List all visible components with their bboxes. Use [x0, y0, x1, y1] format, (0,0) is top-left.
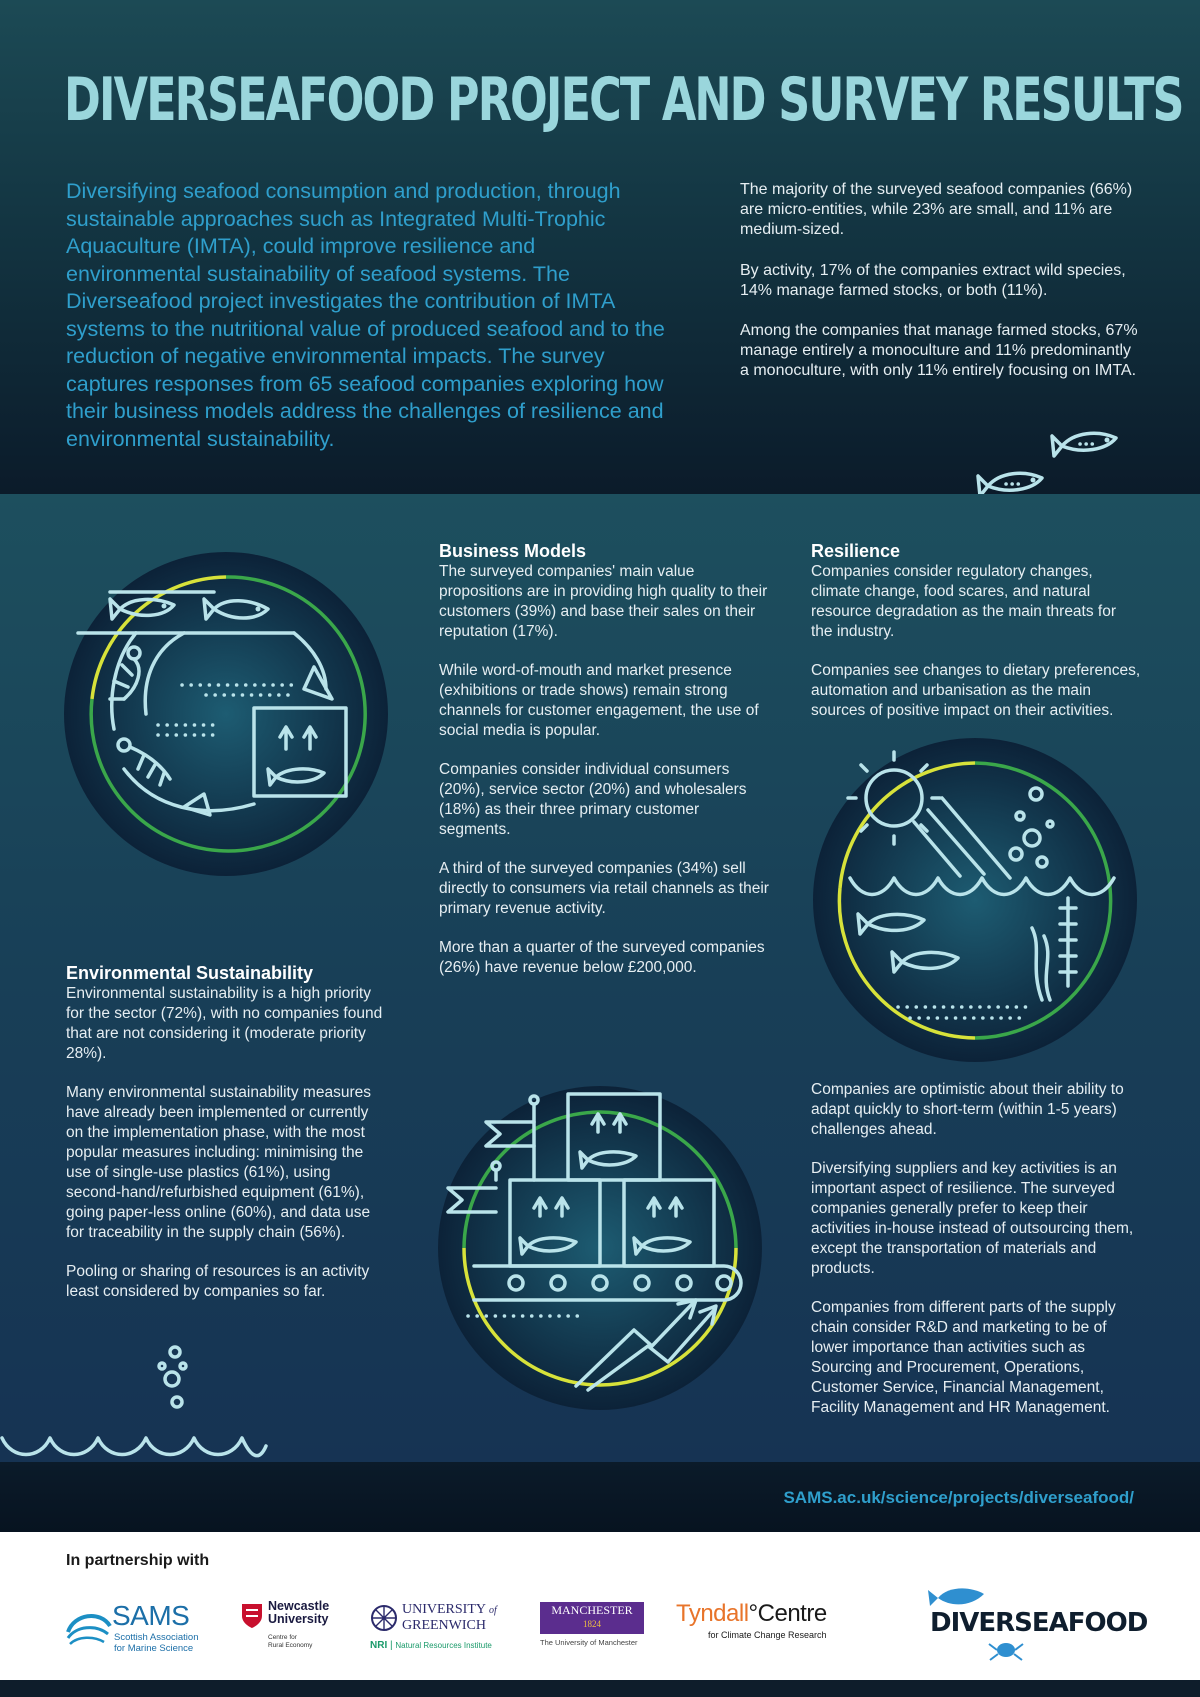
- newcastle-subtitle: Centre for Rural Economy: [268, 1634, 313, 1649]
- business-cycle-illustration: [64, 549, 394, 879]
- section-paragraph: Many environmental sustainability measures have already been implemented or currently on the implementation phase, with the most popular measures including: minimising the use of single-use plastics (61%), using second-hand/refurbished equipment (61%), going paper-less online (60%), and data use for traceability in the supply chain (56%).: [66, 1084, 371, 1241]
- section-paragraph: Companies from different parts of the supply chain consider R&D and marketing to be of lower importance than activities such as Sourcing and Procurement, Operations, Customer Service, Financial Management, Facility Management and HR Management.: [811, 1299, 1116, 1416]
- project-link[interactable]: SAMS.ac.uk/science/projects/diverseafood/: [783, 1488, 1134, 1507]
- intro-text: Diversifying seafood consumption and production, through sustainable approaches such as Integrated Multi-Trophic Aquaculture (IMTA), could improve resilience and environmental sustainability of seafood systems. The Diverseafood project investigates the contribution of IMTA systems to the nutritional value of produced seafood and to the reduction of negative environmental impacts. The survey captures responses from 65 seafood companies exploring how their business models address the challenges of resilience and environmental sustainability.: [66, 179, 665, 451]
- section-paragraph: The surveyed companies' main value propositions are in providing high quality to their customers (39%) and base their sales on their reputation (17%).: [439, 563, 768, 640]
- survey-paragraph: By activity, 17% of the companies extract wild species, 14% manage farmed stocks, or both (11%).: [740, 261, 1126, 299]
- section-heading: Environmental Sustainability: [66, 963, 314, 983]
- sams-name: SAMS: [112, 1600, 190, 1631]
- nri-label: NRI | Natural Resources Institute: [370, 1640, 492, 1651]
- bubbles-icon: [150, 1346, 200, 1416]
- greenwich-name: UNIVERSITY of GREENWICH: [402, 1602, 497, 1633]
- section-paragraph: A third of the surveyed companies (34%) sell directly to consumers via retail channels as their primary revenue activity.: [439, 860, 769, 917]
- newcastle-logo: [240, 1600, 340, 1654]
- survey-summary: [740, 180, 1140, 402]
- section-paragraph: Companies consider individual consumers (20%), service sector (20%) and wholesalers (18%) as their three primary customer segments.: [439, 761, 747, 838]
- fish-icon: [978, 473, 1042, 496]
- tyndall-centre: °Centre: [748, 1600, 827, 1627]
- tyndall-logo: [676, 1600, 836, 1652]
- manchester-logo: [540, 1602, 644, 1654]
- section-paragraph: Companies are optimistic about their ability to adapt quickly to short-term (within 1-5 years) challenges ahead.: [811, 1081, 1124, 1138]
- wave-icon: [0, 1434, 270, 1464]
- footer: [0, 1532, 1200, 1680]
- manchester-subtitle: The University of Manchester: [540, 1638, 638, 1647]
- environmental-sustainability-section: [66, 962, 386, 1321]
- resilience-section: [811, 540, 1141, 740]
- tyndall-name: Tyndall: [676, 1600, 749, 1627]
- section-heading: Resilience: [811, 541, 901, 561]
- partnership-label: In partnership with: [66, 1552, 210, 1569]
- supply-chain-illustration: [438, 1080, 768, 1410]
- crab-icon: [986, 1634, 1026, 1664]
- section-heading: Business Models: [439, 541, 587, 561]
- section-paragraph: Companies see changes to dietary preferences, automation and urbanisation as the main sources of positive impact on their activities.: [811, 662, 1141, 719]
- section-paragraph: Diversifying suppliers and key activities is an important aspect of resilience. The surveyed companies generally prefer to keep their activities in-house instead of outsourcing them, except the transportation of materials and products.: [811, 1160, 1134, 1277]
- section-paragraph: Environmental sustainability is a high priority for the sector (72%), with no companies found that are not considering it (moderate priority 28%).: [66, 985, 383, 1062]
- ocean-illustration: [810, 738, 1140, 1068]
- survey-paragraph: Among the companies that manage farmed stocks, 67% manage entirely a monoculture and 11% predominantly a monoculture, with only 11% entirely focusing on IMTA.: [740, 322, 1138, 380]
- business-models-section: [439, 540, 769, 997]
- diverseafood-logo: [926, 1584, 1148, 1664]
- header-section: [0, 0, 1200, 494]
- section-paragraph: More than a quarter of the surveyed companies (26%) have revenue below £200,000.: [439, 939, 765, 976]
- sams-logo: [64, 1602, 204, 1654]
- survey-paragraph: The majority of the surveyed seafood companies (66%) are micro-entities, while 23% are small, and 11% are medium-sized.: [740, 181, 1133, 239]
- fish-icon: [1052, 433, 1116, 456]
- page-title: DIVERSEAFOOD PROJECT AND SURVEY RESULTS: [64, 65, 1183, 135]
- tyndall-subtitle: for Climate Change Research: [708, 1630, 827, 1640]
- section-paragraph: Pooling or sharing of resources is an activity least considered by companies so far.: [66, 1263, 370, 1300]
- url-band: [0, 1462, 1200, 1532]
- newcastle-name: Newcastle University: [268, 1599, 330, 1626]
- manchester-year: 1824: [583, 1619, 601, 1629]
- resilience-section-continued: [811, 1080, 1141, 1437]
- section-paragraph: Companies consider regulatory changes, climate change, food scares, and natural resource degradation as the main threats for the industry.: [811, 563, 1117, 640]
- sams-subtitle: Scottish Association for Marine Science: [114, 1632, 199, 1654]
- content-section: [0, 494, 1200, 1462]
- diverseafood-name: DIVERSEAFOOD: [930, 1608, 1148, 1638]
- manchester-name: MANCHESTER: [551, 1603, 633, 1617]
- bottom-strip: [0, 1680, 1200, 1697]
- section-paragraph: While word-of-mouth and market presence (exhibitions or trade shows) remain strong channels for customer engagement, the use of social media is popular.: [439, 662, 759, 739]
- greenwich-logo: [370, 1602, 510, 1654]
